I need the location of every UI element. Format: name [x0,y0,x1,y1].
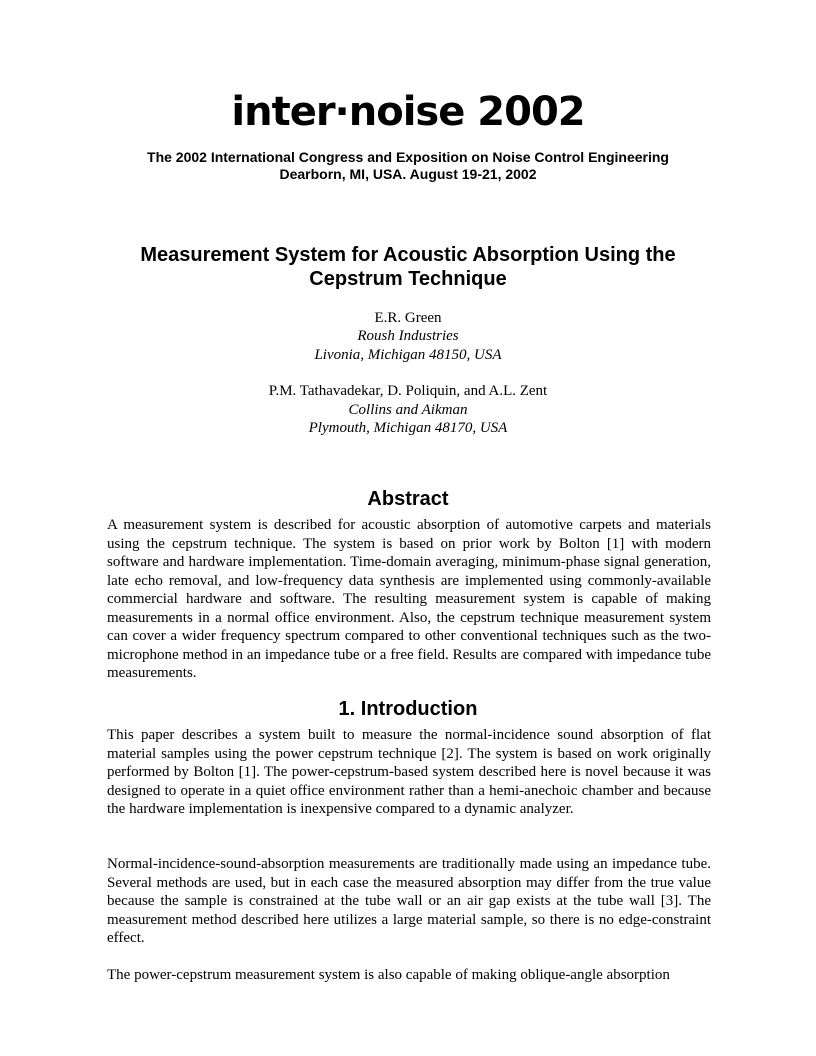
paper-title-line2: Cepstrum Technique [309,268,507,290]
conference-location-date: Dearborn, MI, USA. August 19-21, 2002 [279,166,537,182]
conference-name: The 2002 International Congress and Exposition on Noise Control Engineering [147,149,669,165]
abstract-text: A measurement system is described for acoustic absorption of automotive carpets and materials using the cepstrum technique. The system is based on prior work by Bolton [1] with modern software and hardware implementation. Time-domain averaging, minimum-phase signal generation, late echo removal, and low-frequency data synthesis are implemented using commonly-available commercial hardware and software. The resulting measurement system is capable of making measurements in a normal office environment. Also, the cepstrum technique measurement system can cover a wider frequency spectrum compared to other conventional techniques such as the two-microphone method in an impedance tube or a free field. Results are compared with impedance tube measurements. [107,517,711,681]
author-1-name: E.R. Green [374,310,442,326]
conference-logo: inter·noise 2002 [231,89,585,135]
author-1-affiliation: Roush Industries [357,328,459,344]
author-2-location: Plymouth, Michigan 48170, USA [308,420,508,436]
intro-paragraph-2: Normal-incidence-sound-absorption measurements are traditionally made using an impedance tube. Several methods are used, but in each case the measured absorption may differ from the true value because the sample is constrained at the tube wall or an air gap exists at the tube wall [3]. The measurement method described here utilizes a large material sample, so there is no edge-constraint effect. [107,856,711,946]
author-1-location: Livonia, Michigan 48150, USA [314,347,502,363]
intro-paragraph-3: The power-cepstrum measurement system is also capable of making oblique-angle absorption [107,967,670,983]
author-2-affiliation: Collins and Aikman [348,402,468,418]
abstract-heading: Abstract [367,488,449,510]
intro-paragraph-1: This paper describes a system built to measure the normal-incidence sound absorption of flat material samples using the power cepstrum technique [2]. The system is based on work originally performed by Bolton [1]. The power-cepstrum-based system described here is novel because it was designed to operate in a quiet office environment rather than a hemi-anechoic chamber and because the hardware implementation is inexpensive compared to a dynamic analyzer. [107,727,711,817]
introduction-heading: 1. Introduction [338,698,478,720]
paper-title-line1: Measurement System for Acoustic Absorption Using the [140,244,676,266]
author-2-names: P.M. Tathavadekar, D. Poliquin, and A.L. Zent [268,383,548,399]
